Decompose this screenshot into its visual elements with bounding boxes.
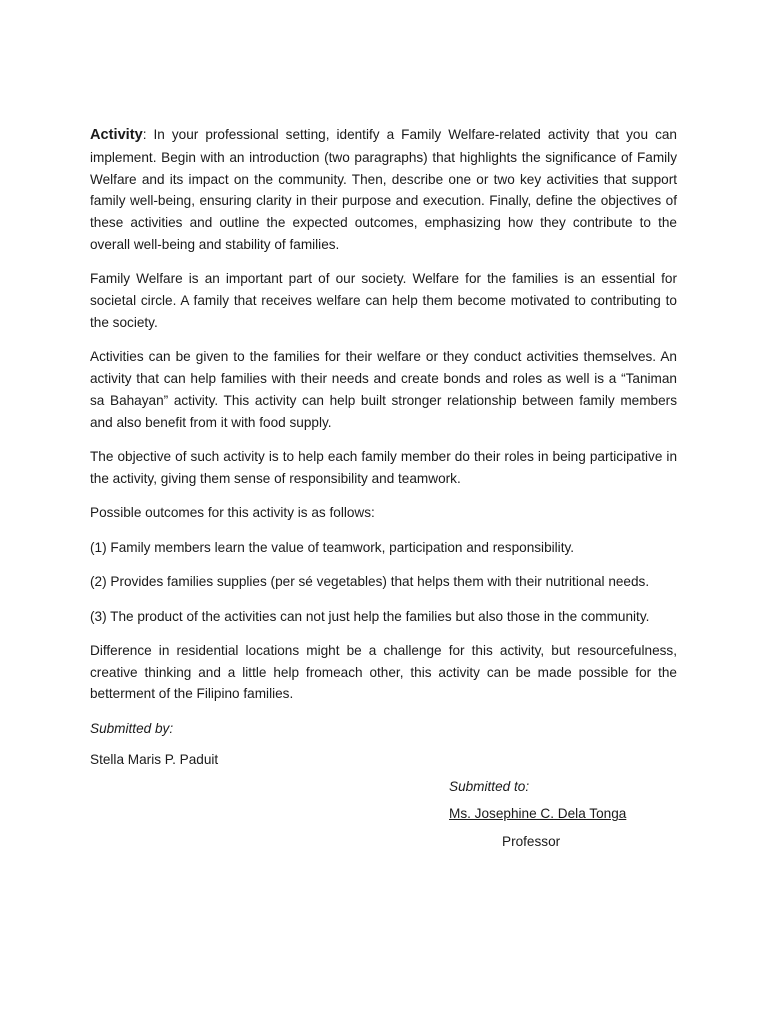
paragraph-intro-1: Family Welfare is an important part of our society. Welfare for the families is an essential for societal circle. A family that receives welfare can help them become motivated to contributing to the society. (90, 271, 677, 330)
outcome-item-1: (1) Family members learn the value of teamwork, participation and responsibility. (90, 539, 575, 555)
activity-prompt-text: : In your professional setting, identify a Family Welfare-related activity that you can implement. Begin with an introduction (two paragraphs) that highlights the significance of Family Welfare and its impact on the community. Then, describe one or two key activities that support family well-being, ensuring clarity in their purpose and execution. Finally, define the objectives of these activities and outline the expected outcomes, emphasizing how they contribute to the overall well-being and stability of families. (90, 127, 677, 252)
submitted-to-block (449, 776, 626, 852)
submitter-name: Stella Maris P. Paduit (90, 751, 219, 767)
activity-lead: Activity (90, 127, 143, 143)
paragraph-conclusion: Difference in residential locations might be a challenge for this activity, but resourcefulness, creative thinking and a little help fromeach other, this activity can be made possible for the betterment of the Filipino families. (90, 642, 677, 702)
professor-name: Ms. Josephine C. Dela Tonga (449, 806, 627, 822)
paragraph-objective: The objective of such activity is to help each family member do their roles in being participative in the activity, giving them sense of responsibility and teamwork. (90, 449, 677, 486)
submitted-to-label: Submitted to: (449, 779, 530, 794)
outcome-item-2: (2) Provides families supplies (per sé vegetables) that helps them with their nutritional needs. (90, 574, 650, 590)
paragraph-intro-2: Activities can be given to the families for their welfare or they conduct activities themselves. An activity that can help families with their needs and create bonds and roles as well is a “Taniman sa Bahayan” activity. This activity can help built stronger relationship between family members and also benefit from it with food supply. (90, 349, 677, 430)
outcomes-intro: Possible outcomes for this activity is as follows: (90, 505, 375, 521)
outcome-item-3: (3) The product of the activities can not just help the families but also those in the community. (90, 608, 650, 624)
submitted-by-label: Submitted by: (90, 720, 174, 736)
professor-title: Professor (502, 833, 561, 849)
activity-prompt (90, 124, 677, 256)
document-body (90, 124, 677, 770)
